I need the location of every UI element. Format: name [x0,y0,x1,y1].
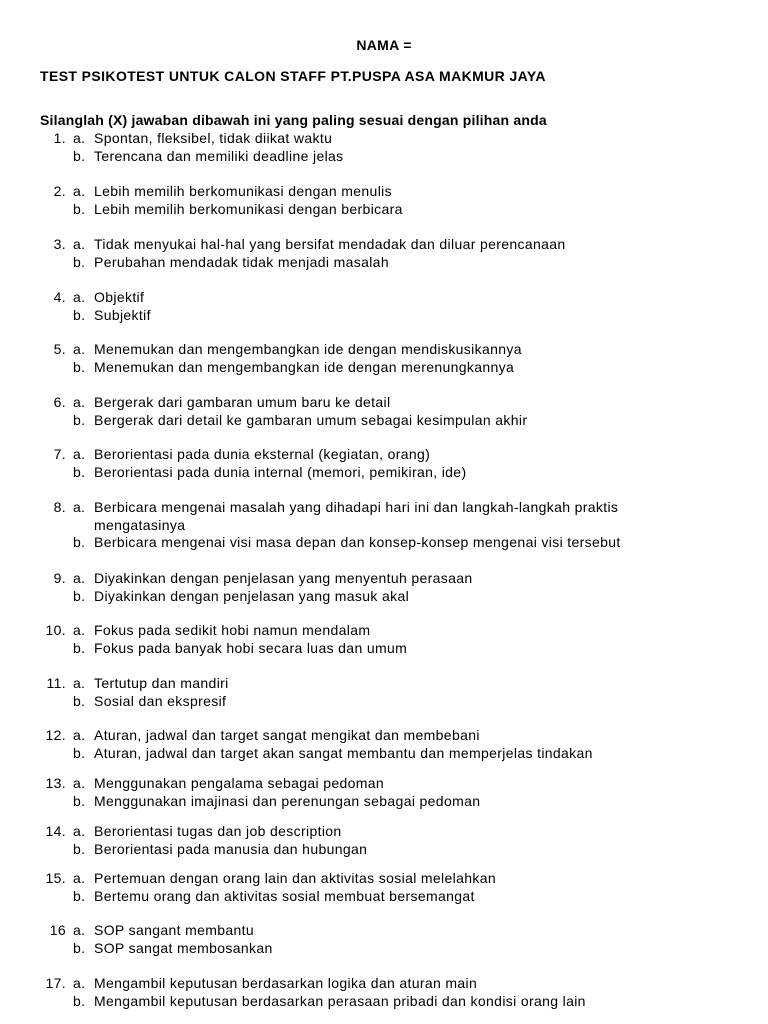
option-letter: a. [73,975,86,991]
option-letter: a. [73,823,86,839]
option-b[interactable] [0,745,768,763]
question-item [0,775,768,810]
question-number: 16 [49,922,66,938]
option-letter: a. [73,727,86,743]
option-letter: b. [73,463,86,480]
question-number: 14. [45,823,66,839]
option-letter: b. [73,887,86,904]
option-text: Bergerak dari gambaran umum baru ke detail [94,394,391,410]
option-letter: a. [73,922,86,938]
option-a[interactable] [0,775,768,793]
option-letter: a. [73,675,86,691]
option-b[interactable] [0,588,768,606]
option-letter: a. [73,570,86,586]
option-text: Menggunakan imajinasi dan perenungan sebagai pedoman [94,792,481,809]
option-text: Menemukan dan mengembangkan ide dengan merenungkannya [94,358,515,375]
option-b[interactable] [0,793,768,811]
option-text: Berorientasi tugas dan job description [94,823,342,839]
question-item [0,130,768,165]
option-letter: b. [73,411,86,428]
option-b[interactable] [0,693,768,711]
question-item [0,727,768,762]
option-a[interactable] [0,922,768,940]
option-letter: b. [73,639,86,656]
option-a[interactable] [0,289,768,307]
question-number: 3. [53,236,66,252]
question-item [0,289,768,324]
question-number: 8. [53,499,66,515]
option-a[interactable] [0,130,768,148]
option-a[interactable] [0,727,768,745]
option-a[interactable] [0,341,768,359]
question-number: 17. [45,975,66,991]
option-b[interactable] [0,254,768,272]
option-text: Lebih memilih berkomunikasi dengan berbicara [94,200,403,217]
option-letter: b. [73,534,86,550]
option-text: Pertemuan dengan orang lain dan aktivitas sosial melelahkan [94,870,496,886]
question-item [0,570,768,605]
option-text: Aturan, jadwal dan target akan sangat membantu dan memperjelas tindakan [94,744,593,761]
option-text: Perubahan mendadak tidak menjadi masalah [94,253,389,270]
option-a[interactable] [0,236,768,254]
question-number: 1. [53,130,66,146]
question-number: 9. [53,570,66,586]
option-letter: b. [73,200,86,217]
question-number: 6. [53,394,66,410]
question-item [0,236,768,271]
option-a[interactable] [0,499,768,517]
option-letter: a. [73,183,86,199]
option-letter: a. [73,130,86,146]
option-text: Fokus pada sedikit hobi namun mendalam [94,622,371,638]
question-number: 5. [53,341,66,357]
option-text: Lebih memilih berkomunikasi dengan menulis [94,183,392,199]
option-b[interactable] [0,148,768,166]
option-text: Diyakinkan dengan penjelasan yang menyentuh perasaan [94,570,473,586]
option-b[interactable] [0,201,768,219]
option-letter: b. [73,306,86,323]
question-item [0,975,768,1010]
option-text: Terencana dan memiliki deadline jelas [94,147,344,164]
option-b[interactable] [0,534,768,552]
option-text: Tertutup dan mandiri [94,675,229,691]
option-text: Sosial dan ekspresif [94,692,227,709]
option-a[interactable] [0,823,768,841]
option-b[interactable] [0,993,768,1011]
option-letter: b. [73,840,86,857]
option-text: Mengambil keputusan berdasarkan logika dan aturan main [94,975,478,991]
option-letter: a. [73,499,86,515]
question-item [0,341,768,376]
option-text: Aturan, jadwal dan target sangat mengikat dan membebani [94,727,480,743]
question-number: 12. [45,727,66,743]
option-text: Spontan, fleksibel, tidak diikat waktu [94,130,333,146]
option-letter: b. [73,792,86,809]
question-item [0,183,768,218]
option-letter: b. [73,939,86,956]
option-text: Menggunakan pengalama sebagai pedoman [94,775,385,791]
option-a[interactable] [0,675,768,693]
option-text: Mengambil keputusan berdasarkan perasaan pribadi dan kondisi orang lain [94,992,586,1009]
option-text: Bertemu orang dan aktivitas sosial membuat bersemangat [94,887,475,904]
question-item [0,446,768,481]
option-text: SOP sangant membantu [94,922,255,938]
option-letter: b. [73,992,86,1009]
option-letter: a. [73,446,86,462]
question-item [0,922,768,957]
option-a[interactable] [0,183,768,201]
option-b[interactable] [0,412,768,430]
option-text: Berbicara mengenai masalah yang dihadapi hari ini dan langkah-langkah praktis [94,499,619,515]
option-b[interactable] [0,307,768,325]
nama-field-label: NAMA = [356,37,412,53]
option-b[interactable] [0,464,768,482]
option-letter: b. [73,587,86,604]
option-a[interactable] [0,394,768,412]
question-item [0,870,768,905]
option-letter: a. [73,289,86,305]
option-text: SOP sangat membosankan [94,939,273,956]
option-letter: b. [73,253,86,270]
option-b[interactable] [0,640,768,658]
option-letter: a. [73,622,86,638]
option-text: Berorientasi pada dunia internal (memori, pemikiran, ide) [94,463,467,480]
question-item [0,675,768,710]
option-a[interactable] [0,870,768,888]
document-title: TEST PSIKOTEST UNTUK CALON STAFF PT.PUSPA ASA MAKMUR JAYA [40,68,546,84]
option-text: Subjektif [94,306,151,323]
option-b[interactable] [0,359,768,377]
option-letter: a. [73,341,86,357]
option-text: Tidak menyukai hal-hal yang bersifat mendadak dan diluar perencanaan [94,236,566,252]
option-a[interactable] [0,446,768,464]
option-b[interactable] [0,940,768,958]
option-a-continuation[interactable] [0,517,768,535]
question-item [0,823,768,858]
option-text: Berorientasi pada dunia eksternal (kegiatan, orang) [94,446,431,462]
question-number: 4. [53,289,66,305]
question-number: 10. [45,622,66,638]
question-number: 11. [46,675,66,691]
option-text: Menemukan dan mengembangkan ide dengan mendiskusikannya [94,341,522,357]
question-number: 13. [45,775,66,791]
question-item [0,394,768,429]
option-a[interactable] [0,622,768,640]
instruction-text: Silanglah (X) jawaban dibawah ini yang paling sesuai dengan pilihan anda [40,112,547,128]
question-number: 2. [53,183,66,199]
option-text: mengatasinya [94,516,186,533]
option-text: Berorientasi pada manusia dan hubungan [94,840,368,857]
option-letter: b. [73,744,86,761]
option-text: Fokus pada banyak hobi secara luas dan umum [94,639,408,656]
option-letter: b. [73,358,86,375]
option-letter: b. [73,692,86,709]
option-text: Objektif [94,289,145,305]
option-b[interactable] [0,841,768,859]
question-number: 15. [45,870,66,886]
option-a[interactable] [0,570,768,588]
option-letter: a. [73,870,86,886]
option-letter: a. [73,775,86,791]
option-text: Berbicara mengenai visi masa depan dan konsep-konsep mengenai visi tersebut [94,534,621,550]
option-letter: a. [73,236,86,252]
question-item [0,622,768,657]
option-letter: a. [73,394,86,410]
question-item [0,499,768,552]
question-number: 7. [53,446,66,462]
option-text: Diyakinkan dengan penjelasan yang masuk akal [94,587,410,604]
option-a[interactable] [0,975,768,993]
option-letter: b. [73,147,86,164]
option-text: Bergerak dari detail ke gambaran umum sebagai kesimpulan akhir [94,411,528,428]
option-b[interactable] [0,888,768,906]
